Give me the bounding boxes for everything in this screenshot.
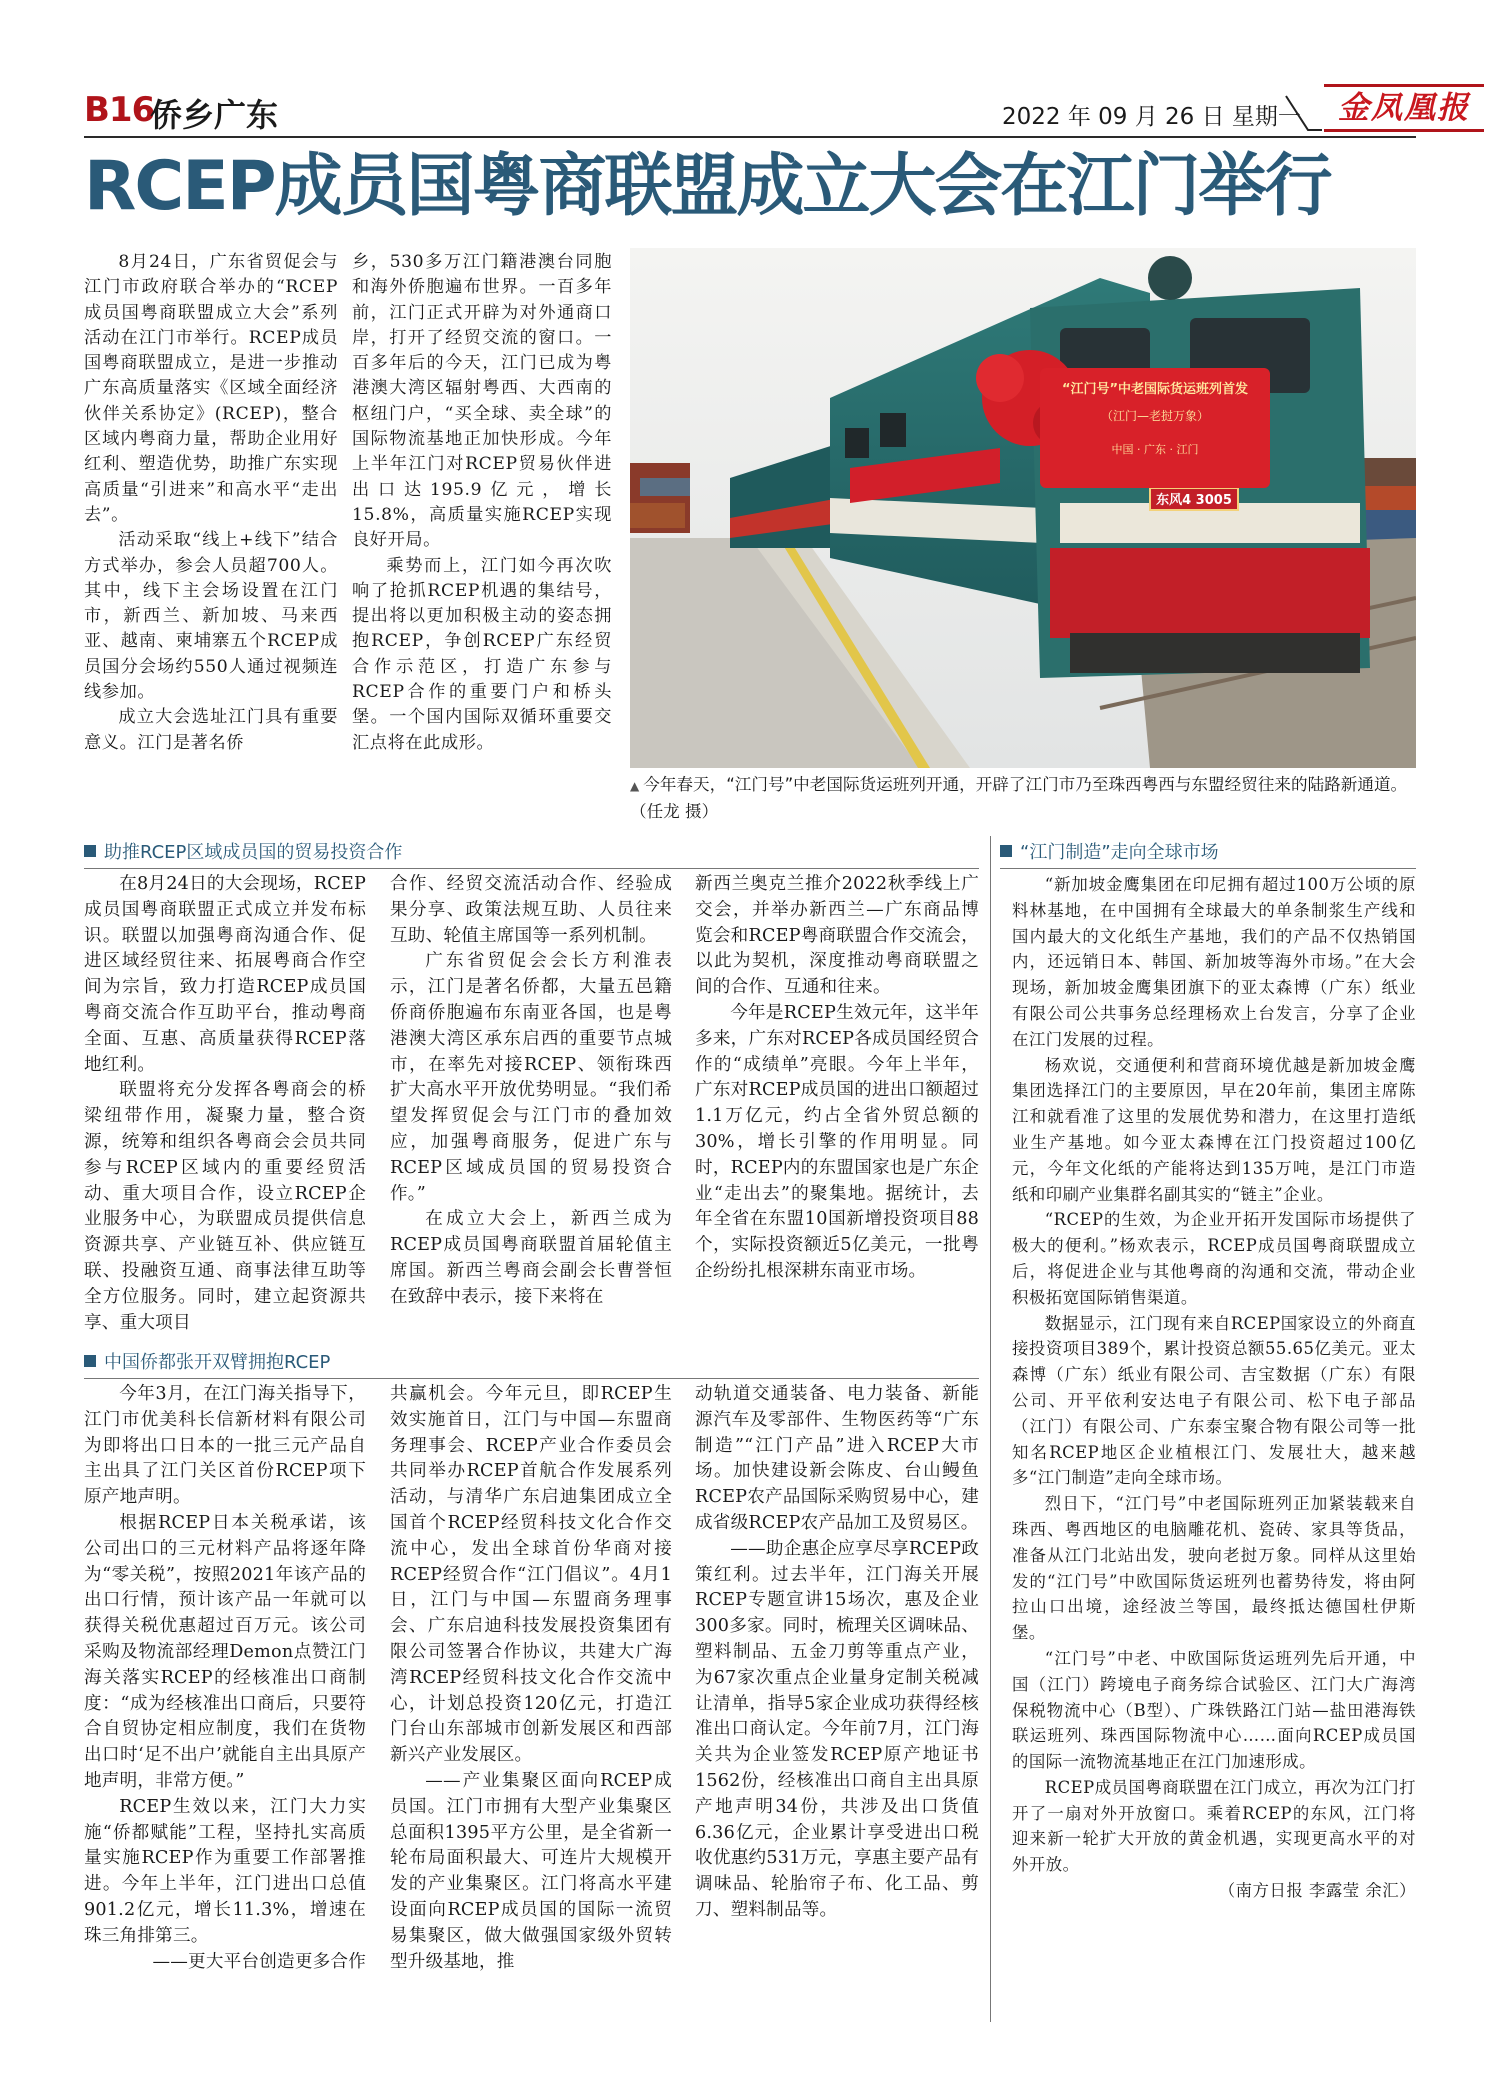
- section-heading-3: [1000, 840, 1416, 866]
- square-bullet-icon: [84, 845, 96, 857]
- section-heading-2: [84, 1350, 684, 1376]
- section-rule: [84, 1378, 979, 1379]
- body-paragraph: “RCEP的生效，为企业开拓开发国际市场提供了极大的便利。”杨欢表示，RCEP成员国粤商联盟成立后，将促进企业与其他粤商的沟通和交流，带动企业积极拓宽国际销售渠道。: [1012, 1210, 1416, 1307]
- lead-column-1: [84, 250, 338, 810]
- section2-column-2: [390, 1382, 672, 2022]
- body-paragraph: 新西兰奥克兰推介2022秋季线上广交会，并举办新西兰—广东商品博览会和RCEP粤商联盟合作交流会，以此为契机，深度推动粤商联盟之间的合作、互通和往来。: [695, 874, 979, 998]
- square-bullet-icon: [1000, 845, 1012, 857]
- body-paragraph: 合作、经贸交流活动合作、经验成果分享、政策法规互助、人员往来互助、轮值主席国等一系列机制。: [390, 874, 672, 946]
- section1-column-1: [84, 872, 366, 1342]
- body-paragraph: 杨欢说，交通便利和营商环境优越是新加坡金鹰集团选择江门的主要原因，早在20年前，集团主席陈江和就看准了这里的发展优势和潜力，在这里打造纸业生产基地。如今亚太森博在江门投资超过100亿元，今年文化纸的产能将达到135万吨，是江门市造纸和印刷产业集群名副其实的“链主”企业。: [1012, 1055, 1416, 1204]
- body-paragraph: RCEP生效以来，江门大力实施“侨都赋能”工程，坚持扎实高质量实施RCEP作为重要工作部署推进。今年上半年，江门进出口总值901.2亿元，增长11.3%，增速在珠三角排第三。: [84, 1796, 366, 1946]
- lead-paragraph: 乡，530多万江门籍港澳台同胞和海外侨胞遍布世界。一百多年前，江门正式开辟为对外通商口岸，打开了经贸交流的窗口。一百多年后的今天，江门已成为粤港澳大湾区辐射粤西、大西南的枢纽门户，“买全球、卖全球”的国际物流基地正加快形成。今年上半年江门对RCEP贸易伙伴进出口达195.9亿元，增长15.8%，高质量实施RCEP实现良好开局。: [352, 252, 612, 551]
- body-paragraph: ——更大平台创造更多合作: [152, 1951, 366, 1972]
- column-divider: [990, 836, 991, 2022]
- body-paragraph: “新加坡金鹰集团在印尼拥有超过100万公顷的原料林基地，在中国拥有全球最大的单条制浆生产线和国内最大的文化纸生产基地，我们的产品不仅热销国内，还远销日本、韩国、新加坡等海外市场。”在大会现场，新加坡金鹰集团旗下的亚太森博（广东）纸业有限公司公共事务总经理杨欢上台发言，分享了企业在江门发展的过程。: [1012, 875, 1416, 1049]
- section-rule: [1000, 868, 1416, 869]
- body-paragraph: 联盟将充分发挥各粤商会的桥梁纽带作用，凝聚力量，整合资源，统筹和组织各粤商会会员共同参与RCEP区域内的重要经贸活动、重大项目合作，设立RCEP企业服务中心，为联盟成员提供信息资源共享、产业链互补、供应链互联、投融资互通、商事法律互助等全方位服务。同时，建立起资源共享、重大项目: [84, 1080, 366, 1333]
- page-header: [84, 84, 1470, 134]
- square-bullet-icon: [84, 1355, 96, 1367]
- section1-column-3: [695, 872, 979, 1342]
- body-paragraph: 共赢机会。今年元旦，即RCEP生效实施首日，江门与中国—东盟商务理事会、RCEP产业合作委员会共同举办RCEP首航合作发展系列活动，与清华广东启迪集团成立全国首个RCEP经贸科技文化合作交流中心，发出全球首份华商对接RCEP经贸合作“江门倡议”。4月1日，江门与中国—东盟商务理事会、广东启迪科技发展投资集团有限公司签署合作协议，共建大广海湾RCEP经贸科技文化合作交流中心，计划总投资120亿元，打造江门台山东部城市创新发展区和西部新兴产业发展区。: [390, 1384, 672, 1766]
- section1-column-2: [390, 872, 672, 1342]
- section3-column: [1012, 872, 1416, 2022]
- masthead-logo: [1324, 84, 1484, 132]
- body-paragraph: ——助企惠企应享尽享RCEP政策红利。过去半年，江门海关开展RCEP专题宣讲15场次，惠及企业300多家。同时，梳理关区调味品、塑料制品、五金刀剪等重点产业，为67家次重点企业量身定制关税减让清单，指导5家企业成功获得经核准出口商认定。今年前7月，江门海关共为企业签发RCEP原产地证书1562份，经核准出口商自主出具原产地声明34份，共涉及出口货值6.36亿元，企业累计享受进出口税收优惠约531万元，享惠主要产品有调味品、轮胎帘子布、化工品、剪刀、塑料制品等。: [695, 1538, 979, 1920]
- train-photo: [630, 248, 1416, 768]
- caption-triangle-icon: ▲: [630, 779, 640, 793]
- section-rule: [84, 868, 979, 869]
- section2-column-1: [84, 1382, 366, 2022]
- lead-column-2: [352, 250, 612, 810]
- lead-paragraph: 成立大会选址江门具有重要意义。江门是著名侨: [84, 707, 338, 753]
- train-illustration: [630, 248, 1416, 768]
- body-paragraph: ——产业集聚区面向RCEP成员国。江门市拥有大型产业集聚区总面积1395平方公里，是全省新一轮布局面积最大、可连片大规模开发的产业集聚区。江门将高水平建设面向RCEP成员国的国际一流贸易集聚区，做大做强国家级外贸转型升级基地，推: [390, 1770, 672, 1972]
- section-heading-1: [84, 840, 684, 866]
- photo-caption-text: 今年春天，“江门号”中老国际货运班列开通，开辟了江门市乃至珠西粤西与东盟经贸往来的陆路新通道。（任龙 摄）: [630, 775, 1408, 821]
- locomotive-plate: 东风4 3005: [1156, 493, 1232, 508]
- body-paragraph: 广东省贸促会会长方利淮表示，江门是著名侨都，大量五邑籍侨商侨胞遍布东南亚各国，也是粤港澳大湾区承东启西的重要节点城市，在率先对接RCEP、领衔珠西扩大高水平开放优势明显。“我们希望发挥贸促会与江门市的叠加效应，加强粤商服务，促进广东与RCEP区域成员国的贸易投资合作。”: [390, 951, 672, 1204]
- body-paragraph: 在8月24日的大会现场，RCEP成员国粤商联盟正式成立并发布标识。联盟以加强粤商沟通合作、促进区域经贸往来、拓展粤商合作空间为宗旨，致力打造RCEP成员国粤商交流合作互助平台，推动粤商全面、互惠、高质量获得RCEP落地红利。: [84, 874, 366, 1075]
- banner-small: 中国 · 广东 · 江门: [1111, 443, 1199, 456]
- body-paragraph: 根据RCEP日本关税承诺，该公司出口的三元材料产品将逐年降为“零关税”，按照2021年该产品的出口行情，预计该产品一年就可以获得关税优惠超过百万元。该公司采购及物流部经理Demon点赞江门海关落实RCEP的经核准出口商制度：“成为经核准出口商后，只要符合自贸协定相应制度，我们在货物出口时‘足不出户’就能自主出具原产地声明，非常方便。”: [84, 1512, 366, 1791]
- masthead-text: 金凤凰报: [1338, 90, 1470, 126]
- section-heading-text: 中国侨都张开双臂拥抱RCEP: [104, 1352, 331, 1373]
- body-paragraph: 数据显示，江门现有来自RCEP国家设立的外商直接投资项目389个，累计投资总额55.65亿美元。亚太森博（广东）纸业有限公司、吉宝数据（广东）有限公司、开平依利安达电子有限公司、松下电子部品（江门）有限公司、广东泰宝聚合物有限公司等一批知名RCEP地区企业植根江门、发展壮大，越来越多“江门制造”走向全球市场。: [1012, 1313, 1416, 1488]
- article-credit: （南方日报 李露莹 余汇）: [1218, 1881, 1416, 1901]
- body-paragraph: RCEP成员国粤商联盟在江门成立，再次为江门打开了一扇对外开放窗口。乘着RCEP的东风，江门将迎来新一轮扩大开放的黄金机遇，实现更高水平的对外开放。: [1012, 1777, 1416, 1875]
- body-paragraph: 动轨道交通装备、电力装备、新能源汽车及零部件、生物医药等“广东制造”“江门产品”进入RCEP大市场。加快建设新会陈皮、台山鳗鱼RCEP农产品国际采购贸易中心，建成省级RCEP农产品加工及贸易区。: [695, 1384, 979, 1533]
- body-paragraph: 今年是RCEP生效元年，这半年多来，广东对RCEP各成员国经贸合作的“成绩单”亮眼。今年上半年，广东对RCEP成员国的进出口额超过1.1万亿元，约占全省外贸总额的30%，增长引擎的作用明显。同时，RCEP内的东盟国家也是广东企业“走出去”的聚集地。据统计，去年全省在东盟10国新增投资项目88个，实际投资额近5亿美元，一批粤企纷纷扎根深耕东南亚市场。: [695, 1002, 979, 1281]
- lead-paragraph: 活动采取“线上+线下”结合方式举办，参会人员超700人。其中，线下主会场设置在江门市，新西兰、新加坡、马来西亚、越南、柬埔寨五个RCEP成员国分会场约550人通过视频连线参加。: [84, 530, 338, 703]
- body-paragraph: 烈日下，“江门号”中老国际班列正加紧装载来自珠西、粤西地区的电脑雕花机、瓷砖、家具等货品，准备从江门北站出发，驶向老挝万象。同样从这里始发的“江门号”中欧国际货运班列也蓄势待发，将由阿拉山口出境，途经波兰等国，最终抵达德国杜伊斯堡。: [1012, 1494, 1416, 1643]
- header-divider-stroke: [1284, 94, 1322, 134]
- section-heading-text: 助推RCEP区域成员国的贸易投资合作: [104, 842, 403, 863]
- photo-caption: [630, 772, 1416, 824]
- section-heading-text: “江门制造”走向全球市场: [1020, 842, 1219, 863]
- header-rule: [84, 136, 1416, 138]
- body-paragraph: “江门号”中老、中欧国际货运班列先后开通，中国（江门）跨境电子商务综合试验区、江门大广海湾保税物流中心（B型）、广珠铁路江门站—盐田港海铁联运班列、珠西国际物流中心……面向RCEP成员国的国际一流物流基地正在江门加速形成。: [1012, 1648, 1416, 1772]
- lead-paragraph: 8月24日，广东省贸促会与江门市政府联合举办的“RCEP成员国粤商联盟成立大会”系列活动在江门市举行。RCEP成员国粤商联盟成立，是进一步推动广东高质量落实《区域全面经济伙伴关系协定》(RCEP)，整合区域内粤商力量，帮助企业用好红利、塑造优势，助推广东实现高质量“引进来”和高水平“走出去”。: [84, 252, 338, 525]
- section-name: 侨乡广东: [150, 96, 279, 134]
- article-headline: RCEP成员国粤商联盟成立大会在江门举行: [84, 147, 1331, 226]
- lead-paragraph: 乘势而上，江门如今再次吹响了抢抓RCEP机遇的集结号，提出将以更加积极主动的姿态拥抱RCEP，争创RCEP广东经贸合作示范区，打造广东参与RCEP合作的重要门户和桥头堡。一个国内国际双循环重要交汇点将在此成形。: [352, 555, 612, 753]
- page-number: B16: [84, 90, 155, 130]
- body-paragraph: 在成立大会上，新西兰成为RCEP成员国粤商联盟首届轮值主席国。新西兰粤商会副会长曹誉恒在致辞中表示，接下来将在: [390, 1209, 672, 1307]
- banner-title: “江门号”中老国际货运班列首发: [1061, 382, 1249, 397]
- issue-date: 2022 年 09 月 26 日 星期一: [1002, 104, 1301, 130]
- section2-column-3: [695, 1382, 979, 2022]
- banner-subtitle: （江门—老挝万象）: [1100, 409, 1210, 423]
- body-paragraph: 今年3月，在江门海关指导下，江门市优美科长信新材料有限公司为即将出口日本的一批三元产品自主出具了江门关区首份RCEP项下原产地声明。: [84, 1384, 366, 1508]
